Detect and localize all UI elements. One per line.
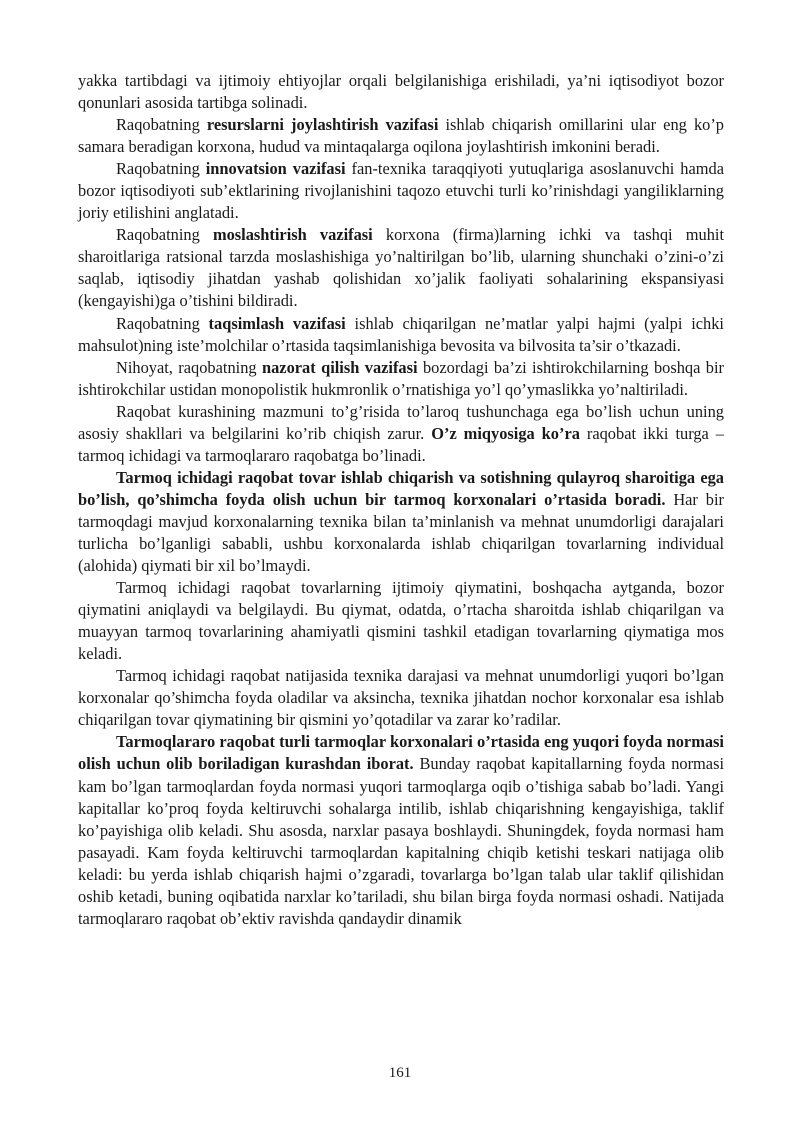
paragraph [78, 313, 724, 357]
paragraph-text: Raqobatning [116, 159, 206, 179]
paragraph [78, 665, 724, 731]
paragraph [78, 158, 724, 224]
paragraph [78, 401, 724, 467]
page-body [78, 70, 724, 930]
paragraph-text: Tarmoq ichidagi raqobat natijasida texnika darajasi va mehnat unumdorligi yuqori bo’lgan korxonalar qo’shimcha foyda oladilar va aksincha, texnika jihatdan nochor korxonalar esa ishlab chiqarilgan tovar qiymatining bir qismini yo’qotadilar va zarar ko’radilar. [78, 666, 724, 730]
paragraph [78, 577, 724, 665]
paragraph-text: Har bir tarmoqdagi mavjud korxonalarning texnika bilan ta’minlanish va mehnat unumdorligi darajalari turlicha bo’lganligi sababli, ushbu korxonalarda ishlab chiqarilgan tovarlarning individual (alohida) qiymati bir xil bo’lmaydi. [78, 489, 724, 576]
bold-term: moslashtirish vazifasi [212, 225, 373, 245]
bold-term: resurslarni joylashtirish vazifasi [206, 115, 439, 135]
paragraph-text: Nihoyat, raqobatning [116, 357, 262, 377]
paragraph-text: ishlab chiqarish omillarini ular eng ko’p samara beradigan korxona, hudud va mintaqalarga oqilona joylashtirish imkonini beradi. [78, 115, 724, 157]
bold-term: taqsimlash vazifasi [208, 313, 346, 333]
paragraph-text: bozordagi ba’zi ishtirokchilarning boshqa bir ishtirokchilar ustidan monopolistik hukmronlik o’rnatishiga yo’l qo’ymaslikka yo’naltiriladi. [78, 357, 724, 399]
paragraph-text: Bunday raqobat kapitallarning foyda normasi kam bo’lgan tarmoqlardan foyda normasi yuqori tarmoqlarga oqib o’tishiga sabab bo’ladi. Yangi kapitallar ko’proq foyda keltiruvchi sohalarga intilib, ishlab chiqarishning kengayishiga, taklif ko’payishiga olib keladi. Shu asosda, narxlar pasaya boshlaydi. Shuningdek, foyda normasi ham pasayadi. Kam foyda keltiruvchi tarmoqlardan kapitalning chiqib ketishi teskari natijaga olib keladi: bu yerda ishlab chiqarish hajmi o’zgaradi, tovarlarga bo’lgan talab ular taklif qilishidan oshib ketadi, buning oqibatida narxlar ko’tariladi, shu bilan birga foyda normasi oshadi. Natijada tarmoqlararo raqobat ob’ektiv ravishda qandaydir dinamik [78, 754, 724, 928]
bold-term: innovatsion vazifasi [205, 159, 346, 179]
page-number: 161 [388, 1065, 412, 1081]
paragraph [78, 467, 724, 577]
paragraph [78, 114, 724, 158]
paragraph-text: Raqobatning [116, 225, 213, 245]
paragraph [78, 70, 724, 114]
paragraph-text: Raqobat kurashining mazmuni to’g’risida to’laroq tushunchaga ega bo’lish uchun uning asosiy shakllari va belgilarini ko’rib chiqish zarur. [78, 401, 724, 443]
paragraph [78, 357, 724, 401]
paragraph [78, 731, 724, 929]
paragraph-text: fan-texnika taraqqiyoti yutuqlariga asoslanuvchi hamda bozor iqtisodiyoti sub’ektlarining rivojlanishini taqozo etuvchi turli ko’rinishdagi yangiliklarning joriy etilishini anglatadi. [78, 159, 724, 223]
paragraph-text: yakka tartibdagi va ijtimoiy ehtiyojlar orqali belgilanishiga erishiladi, ya’ni iqtisodiyot bozor qonunlari asosida tartibga solinadi. [78, 71, 724, 113]
paragraph-text: Raqobatning [116, 115, 207, 135]
bold-term: Tarmoq ichidagi raqobat tovar ishlab chiqarish va sotishning qulayroq sharoitiga ega bo’lish, qo’shimcha foyda olish uchun bir tarmoq korxonalari o’rtasida boradi. [78, 467, 724, 509]
paragraph-text: Raqobatning [116, 313, 209, 333]
bold-term: nazorat qilish vazifasi [261, 357, 418, 377]
bold-term: O’z miqyosiga ko’ra [431, 423, 580, 443]
paragraph [78, 224, 724, 312]
paragraph-text: raqobat ikki turga – tarmoq ichidagi va tarmoqlararo raqobatga bo’linadi. [78, 423, 724, 465]
paragraph-text: ishlab chiqarilgan ne’matlar yalpi hajmi (yalpi ichki mahsulot)ning iste’molchilar o’rtasida taqsimlanishiga bevosita va bilvosita ta’sir o’tkazadi. [78, 313, 724, 355]
bold-term: Tarmoqlararo raqobat turli tarmoqlar korxonalari o’rtasida eng yuqori foyda normasi olish uchun olib boriladigan kurashdan iborat. [78, 732, 724, 774]
paragraph-text: Tarmoq ichidagi raqobat tovarlarning ijtimoiy qiymatini, boshqacha aytganda, bozor qiymatini aniqlaydi va belgilaydi. Bu qiymat, odatda, o’rtacha sharoitda ishlab chiqarilgan va muayyan tarmoq tovarlarining ahamiyatli qismini tashkil etadigan tovarlarning qiymatiga mos keladi. [78, 578, 724, 664]
paragraph-text: korxona (firma)larning ichki va tashqi muhit sharoitlariga ratsional tarzda moslashishiga yo’naltirilgan bo’lib, ularning shunchaki o’zini-o’zi saqlab, iqtisodiy jihatdan yashab qolishidan xo’jalik faoliyati sohalarining ekspansiyasi (kengayishi)ga o’tishini bildiradi. [78, 225, 724, 311]
